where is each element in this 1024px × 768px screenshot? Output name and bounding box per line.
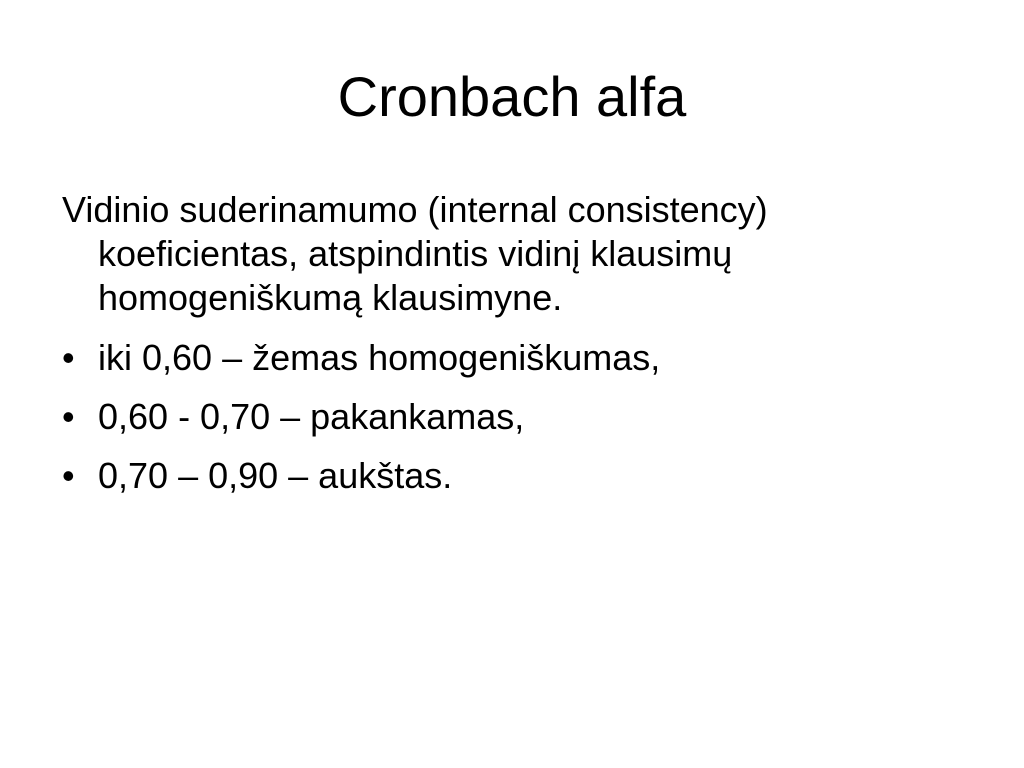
bullet-text-high: 0,70 – 0,90 – aukštas. — [98, 455, 453, 496]
bullet-list — [62, 336, 972, 498]
bullet-text-sufficient: 0,60 - 0,70 – pakankamas, — [98, 396, 525, 437]
bullet-dot-icon: • — [62, 337, 75, 378]
slide-title: Cronbach alfa — [337, 65, 687, 128]
bullet-dot-icon: • — [62, 396, 75, 437]
bullet-item-sufficient — [62, 395, 972, 439]
bullet-item-low — [62, 336, 972, 380]
bullet-item-high — [62, 454, 972, 498]
bullet-text-low: iki 0,60 – žemas homogeniškumas, — [98, 337, 661, 378]
intro-paragraph: Vidinio suderinamumo (internal consistency) koeficientas, atspindintis vidinį klausimų homogeniškumą klausimyne. — [62, 189, 768, 318]
bullet-dot-icon: • — [62, 455, 75, 496]
slide-body — [62, 188, 972, 513]
